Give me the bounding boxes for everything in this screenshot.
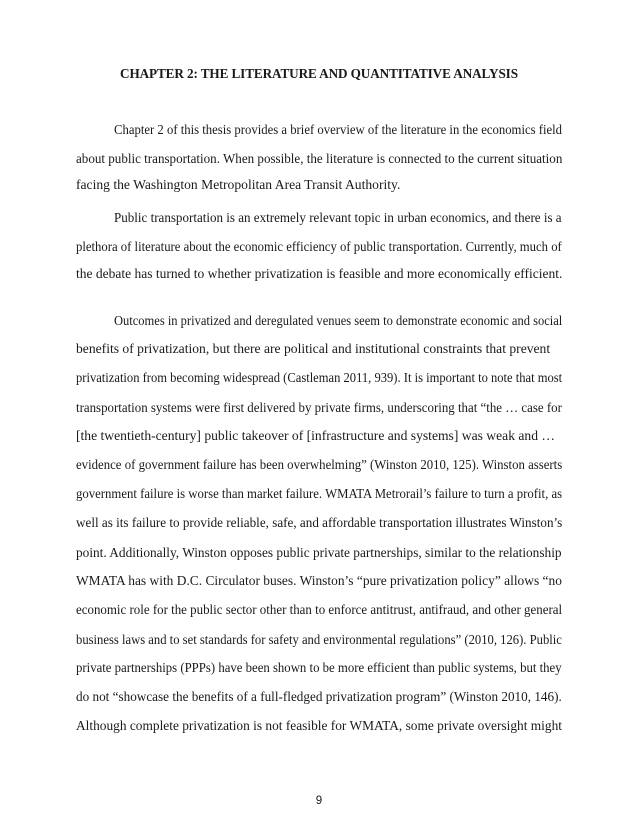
paragraph-line: Outcomes in privatized and deregulated venues seem to demonstrate economic and social bbox=[114, 313, 563, 328]
paragraph-line: the debate has turned to whether privatization is feasible and more economically efficient. bbox=[76, 266, 563, 281]
paragraph-line: Although complete privatization is not feasible for WMATA, some private oversight might bbox=[76, 718, 562, 733]
paragraph-line: plethora of literature about the economic efficiency of public transportation. Currently, much of bbox=[76, 239, 562, 254]
paragraph-line: about public transportation. When possible, the literature is connected to the current situation bbox=[76, 151, 563, 166]
paragraph-line: Public transportation is an extremely relevant topic in urban economics, and there is a bbox=[114, 210, 562, 225]
chapter-heading: CHAPTER 2: THE LITERATURE AND QUANTITATIVE ANALYSIS bbox=[120, 66, 518, 81]
paragraph-line: well as its failure to provide reliable, safe, and affordable transportation illustrates Winston’s bbox=[76, 515, 563, 530]
paragraph-line: WMATA has with D.C. Circulator buses. Winston’s “pure privatization policy” allows “no bbox=[76, 573, 562, 588]
paragraph-line: evidence of government failure has been overwhelming” (Winston 2010, 125). Winston asserts bbox=[76, 457, 563, 472]
paragraph-line: government failure is worse than market failure. WMATA Metrorail’s failure to turn a profit, as bbox=[76, 486, 563, 501]
paragraph-line: point. Additionally, Winston opposes public private partnerships, similar to the relationship bbox=[76, 545, 562, 560]
page-number: 9 bbox=[315, 795, 323, 807]
paragraph-line: Chapter 2 of this thesis provides a brief overview of the literature in the economics field bbox=[114, 122, 563, 137]
paragraph-line: economic role for the public sector other than to enforce antitrust, antifraud, and other general bbox=[76, 602, 563, 617]
paragraph-line: transportation systems were first delivered by private firms, underscoring that “the … case for bbox=[76, 400, 562, 415]
paragraph-line: benefits of privatization, but there are political and institutional constraints that prevent bbox=[76, 341, 551, 356]
paragraph-line: business laws and to set standards for safety and environmental regulations” (2010, 126). Public bbox=[76, 632, 562, 647]
paragraph-line: [the twentieth-century] public takeover of [infrastructure and systems] was weak and … bbox=[76, 428, 556, 443]
paragraph-line: facing the Washington Metropolitan Area Transit Authority. bbox=[76, 177, 401, 192]
paragraph-line: privatization from becoming widespread (Castleman 2011, 939). It is important to note that most bbox=[76, 370, 563, 385]
paragraph-line: do not “showcase the benefits of a full-fledged privatization program” (Winston 2010, 146). bbox=[76, 689, 562, 704]
paragraph-line: private partnerships (PPPs) have been shown to be more efficient than public systems, but they bbox=[76, 660, 562, 675]
